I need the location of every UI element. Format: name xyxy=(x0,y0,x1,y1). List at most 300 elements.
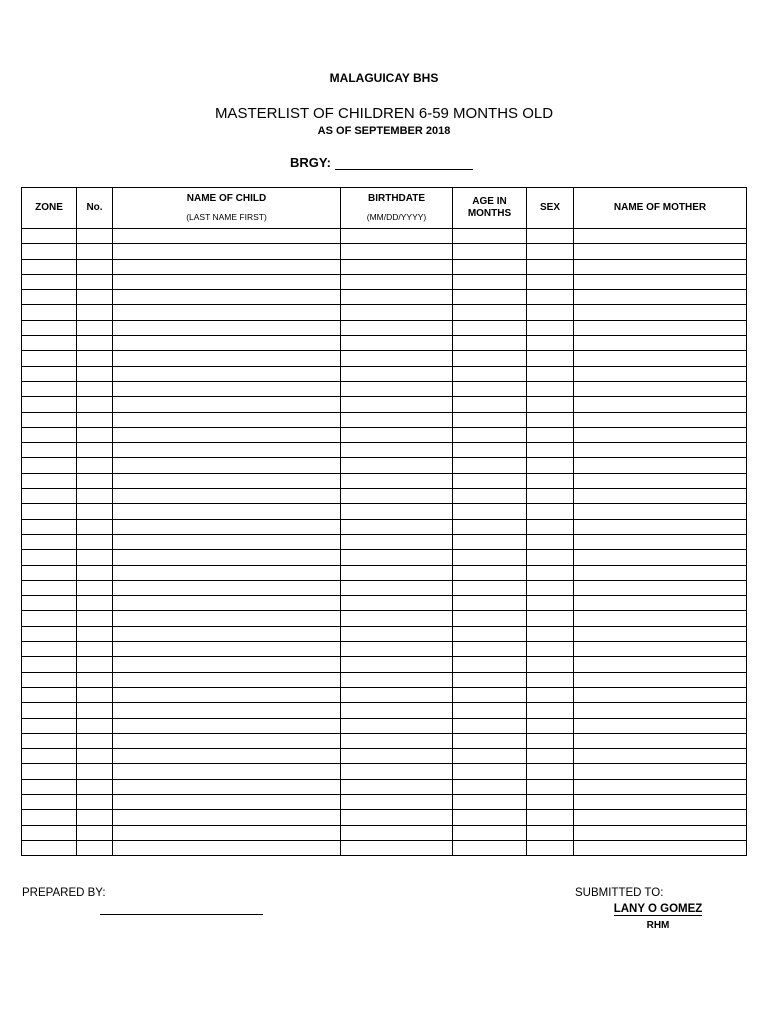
table-cell[interactable] xyxy=(453,534,527,549)
table-cell[interactable] xyxy=(77,458,113,473)
table-cell[interactable] xyxy=(77,443,113,458)
table-cell[interactable] xyxy=(453,381,527,396)
table-cell[interactable] xyxy=(22,825,77,840)
table-cell[interactable] xyxy=(453,504,527,519)
table-cell[interactable] xyxy=(113,596,341,611)
table-cell[interactable] xyxy=(113,794,341,809)
table-cell[interactable] xyxy=(113,336,341,351)
table-cell[interactable] xyxy=(341,779,453,794)
table-cell[interactable] xyxy=(527,366,574,381)
table-cell[interactable] xyxy=(341,718,453,733)
table-cell[interactable] xyxy=(453,274,527,289)
table-cell[interactable] xyxy=(113,703,341,718)
table-cell[interactable] xyxy=(574,504,747,519)
table-cell[interactable] xyxy=(527,351,574,366)
table-cell[interactable] xyxy=(453,351,527,366)
table-cell[interactable] xyxy=(453,672,527,687)
table-cell[interactable] xyxy=(77,672,113,687)
table-cell[interactable] xyxy=(77,244,113,259)
table-cell[interactable] xyxy=(341,703,453,718)
table-cell[interactable] xyxy=(453,397,527,412)
table-cell[interactable] xyxy=(574,794,747,809)
table-cell[interactable] xyxy=(22,840,77,855)
table-cell[interactable] xyxy=(113,290,341,305)
table-cell[interactable] xyxy=(453,657,527,672)
table-cell[interactable] xyxy=(341,381,453,396)
table-cell[interactable] xyxy=(574,244,747,259)
table-cell[interactable] xyxy=(113,825,341,840)
table-cell[interactable] xyxy=(453,320,527,335)
table-cell[interactable] xyxy=(22,642,77,657)
table-cell[interactable] xyxy=(77,336,113,351)
table-cell[interactable] xyxy=(77,351,113,366)
table-cell[interactable] xyxy=(341,305,453,320)
table-cell[interactable] xyxy=(341,397,453,412)
table-cell[interactable] xyxy=(341,336,453,351)
table-cell[interactable] xyxy=(22,458,77,473)
table-cell[interactable] xyxy=(341,749,453,764)
table-cell[interactable] xyxy=(113,351,341,366)
table-cell[interactable] xyxy=(453,412,527,427)
table-cell[interactable] xyxy=(113,381,341,396)
table-cell[interactable] xyxy=(341,550,453,565)
table-cell[interactable] xyxy=(113,764,341,779)
table-cell[interactable] xyxy=(341,244,453,259)
table-cell[interactable] xyxy=(113,580,341,595)
table-cell[interactable] xyxy=(22,305,77,320)
table-cell[interactable] xyxy=(574,642,747,657)
table-cell[interactable] xyxy=(341,810,453,825)
table-cell[interactable] xyxy=(574,489,747,504)
table-cell[interactable] xyxy=(341,642,453,657)
table-cell[interactable] xyxy=(77,703,113,718)
table-cell[interactable] xyxy=(574,825,747,840)
prepared-by-signature-line[interactable] xyxy=(100,914,263,915)
table-cell[interactable] xyxy=(453,580,527,595)
table-cell[interactable] xyxy=(527,320,574,335)
table-cell[interactable] xyxy=(341,458,453,473)
table-cell[interactable] xyxy=(574,366,747,381)
table-cell[interactable] xyxy=(453,305,527,320)
table-cell[interactable] xyxy=(574,657,747,672)
table-cell[interactable] xyxy=(341,274,453,289)
table-cell[interactable] xyxy=(527,290,574,305)
table-cell[interactable] xyxy=(77,366,113,381)
table-cell[interactable] xyxy=(113,749,341,764)
table-cell[interactable] xyxy=(527,764,574,779)
table-cell[interactable] xyxy=(341,565,453,580)
table-cell[interactable] xyxy=(527,504,574,519)
table-cell[interactable] xyxy=(574,550,747,565)
table-cell[interactable] xyxy=(453,810,527,825)
table-cell[interactable] xyxy=(527,810,574,825)
table-cell[interactable] xyxy=(527,565,574,580)
table-cell[interactable] xyxy=(113,244,341,259)
table-cell[interactable] xyxy=(77,290,113,305)
table-cell[interactable] xyxy=(22,550,77,565)
table-cell[interactable] xyxy=(113,657,341,672)
table-row xyxy=(22,565,747,580)
table-cell[interactable] xyxy=(527,489,574,504)
table-cell[interactable] xyxy=(341,290,453,305)
table-cell[interactable] xyxy=(574,290,747,305)
table-cell[interactable] xyxy=(574,626,747,641)
table-cell[interactable] xyxy=(77,412,113,427)
table-cell[interactable] xyxy=(341,473,453,488)
table-cell[interactable] xyxy=(341,672,453,687)
table-cell[interactable] xyxy=(113,672,341,687)
table-cell[interactable] xyxy=(22,244,77,259)
table-cell[interactable] xyxy=(77,381,113,396)
table-cell[interactable] xyxy=(22,703,77,718)
table-row xyxy=(22,672,747,687)
table-cell[interactable] xyxy=(574,473,747,488)
table-cell[interactable] xyxy=(574,336,747,351)
table-cell[interactable] xyxy=(574,274,747,289)
table-cell[interactable] xyxy=(22,749,77,764)
table-cell[interactable] xyxy=(574,779,747,794)
table-cell[interactable] xyxy=(574,381,747,396)
table-cell[interactable] xyxy=(77,749,113,764)
table-cell[interactable] xyxy=(77,565,113,580)
table-cell[interactable] xyxy=(22,489,77,504)
table-cell[interactable] xyxy=(574,427,747,442)
table-cell[interactable] xyxy=(453,703,527,718)
table-cell[interactable] xyxy=(22,810,77,825)
table-row xyxy=(22,657,747,672)
table-cell[interactable] xyxy=(453,366,527,381)
table-cell[interactable] xyxy=(341,259,453,274)
table-cell[interactable] xyxy=(113,427,341,442)
table-cell[interactable] xyxy=(22,534,77,549)
table-cell[interactable] xyxy=(77,550,113,565)
table-cell[interactable] xyxy=(453,642,527,657)
table-cell[interactable] xyxy=(527,412,574,427)
table-cell[interactable] xyxy=(574,534,747,549)
table-cell[interactable] xyxy=(527,473,574,488)
table-cell[interactable] xyxy=(341,733,453,748)
table-cell[interactable] xyxy=(527,703,574,718)
table-cell[interactable] xyxy=(77,840,113,855)
table-cell[interactable] xyxy=(113,259,341,274)
table-cell[interactable] xyxy=(113,626,341,641)
table-cell[interactable] xyxy=(77,687,113,702)
table-cell[interactable] xyxy=(22,794,77,809)
table-cell[interactable] xyxy=(77,718,113,733)
table-cell[interactable] xyxy=(113,397,341,412)
table-cell[interactable] xyxy=(113,642,341,657)
table-cell[interactable] xyxy=(113,458,341,473)
table-cell[interactable] xyxy=(22,779,77,794)
table-cell[interactable] xyxy=(113,733,341,748)
table-cell[interactable] xyxy=(22,290,77,305)
table-cell[interactable] xyxy=(453,596,527,611)
table-cell[interactable] xyxy=(574,259,747,274)
table-cell[interactable] xyxy=(527,779,574,794)
table-cell[interactable] xyxy=(341,626,453,641)
table-cell[interactable] xyxy=(341,611,453,626)
table-cell[interactable] xyxy=(527,611,574,626)
table-cell[interactable] xyxy=(113,840,341,855)
table-cell[interactable] xyxy=(77,274,113,289)
table-cell[interactable] xyxy=(574,596,747,611)
table-cell[interactable] xyxy=(77,596,113,611)
table-cell[interactable] xyxy=(527,825,574,840)
table-cell[interactable] xyxy=(574,397,747,412)
table-cell[interactable] xyxy=(113,489,341,504)
table-cell[interactable] xyxy=(22,764,77,779)
table-cell[interactable] xyxy=(453,718,527,733)
table-cell[interactable] xyxy=(453,687,527,702)
table-cell[interactable] xyxy=(527,657,574,672)
table-cell[interactable] xyxy=(574,749,747,764)
table-cell[interactable] xyxy=(453,565,527,580)
table-cell[interactable] xyxy=(527,305,574,320)
submitted-to-label: SUBMITTED TO: xyxy=(575,887,664,899)
table-cell[interactable] xyxy=(527,733,574,748)
table-cell[interactable] xyxy=(113,565,341,580)
table-cell[interactable] xyxy=(453,611,527,626)
table-cell[interactable] xyxy=(113,366,341,381)
table-cell[interactable] xyxy=(22,320,77,335)
table-row xyxy=(22,443,747,458)
table-cell[interactable] xyxy=(341,840,453,855)
table-cell[interactable] xyxy=(574,519,747,534)
table-cell[interactable] xyxy=(113,274,341,289)
table-cell[interactable] xyxy=(77,810,113,825)
table-cell[interactable] xyxy=(22,672,77,687)
table-cell[interactable] xyxy=(77,397,113,412)
table-cell[interactable] xyxy=(113,320,341,335)
table-cell[interactable] xyxy=(574,611,747,626)
table-cell[interactable] xyxy=(527,550,574,565)
table-cell[interactable] xyxy=(22,259,77,274)
table-cell[interactable] xyxy=(527,687,574,702)
table-cell[interactable] xyxy=(77,642,113,657)
table-cell[interactable] xyxy=(22,611,77,626)
table-cell[interactable] xyxy=(453,749,527,764)
table-cell[interactable] xyxy=(527,519,574,534)
table-cell[interactable] xyxy=(527,458,574,473)
table-cell[interactable] xyxy=(341,366,453,381)
table-cell[interactable] xyxy=(574,320,747,335)
table-cell[interactable] xyxy=(113,412,341,427)
table-cell[interactable] xyxy=(22,397,77,412)
table-cell[interactable] xyxy=(527,642,574,657)
table-cell[interactable] xyxy=(22,657,77,672)
table-cell[interactable] xyxy=(113,443,341,458)
table-cell[interactable] xyxy=(453,733,527,748)
table-cell[interactable] xyxy=(453,825,527,840)
table-cell[interactable] xyxy=(574,305,747,320)
table-cell[interactable] xyxy=(527,580,574,595)
table-cell[interactable] xyxy=(527,397,574,412)
table-cell[interactable] xyxy=(22,351,77,366)
table-cell[interactable] xyxy=(77,626,113,641)
table-cell[interactable] xyxy=(341,764,453,779)
table-cell[interactable] xyxy=(574,565,747,580)
table-row xyxy=(22,749,747,764)
table-cell[interactable] xyxy=(574,703,747,718)
table-cell[interactable] xyxy=(341,504,453,519)
table-cell[interactable] xyxy=(113,519,341,534)
table-cell[interactable] xyxy=(77,794,113,809)
table-cell[interactable] xyxy=(77,427,113,442)
table-row xyxy=(22,580,747,595)
table-cell[interactable] xyxy=(77,534,113,549)
table-cell[interactable] xyxy=(22,336,77,351)
table-cell[interactable] xyxy=(453,840,527,855)
table-cell[interactable] xyxy=(527,794,574,809)
table-cell[interactable] xyxy=(22,427,77,442)
table-cell[interactable] xyxy=(341,320,453,335)
table-cell[interactable] xyxy=(527,718,574,733)
table-cell[interactable] xyxy=(113,718,341,733)
table-cell[interactable] xyxy=(574,687,747,702)
table-cell[interactable] xyxy=(574,443,747,458)
table-cell[interactable] xyxy=(574,580,747,595)
table-cell[interactable] xyxy=(113,305,341,320)
table-cell[interactable] xyxy=(113,611,341,626)
table-cell[interactable] xyxy=(341,534,453,549)
table-cell[interactable] xyxy=(22,596,77,611)
table-cell[interactable] xyxy=(453,626,527,641)
table-cell[interactable] xyxy=(527,596,574,611)
table-cell[interactable] xyxy=(22,718,77,733)
table-cell[interactable] xyxy=(453,427,527,442)
table-cell[interactable] xyxy=(77,473,113,488)
table-cell[interactable] xyxy=(77,580,113,595)
table-cell[interactable] xyxy=(341,351,453,366)
table-cell[interactable] xyxy=(527,626,574,641)
table-cell[interactable] xyxy=(527,672,574,687)
table-cell[interactable] xyxy=(77,305,113,320)
table-cell[interactable] xyxy=(574,229,747,244)
table-cell[interactable] xyxy=(453,229,527,244)
table-cell[interactable] xyxy=(527,229,574,244)
table-cell[interactable] xyxy=(22,733,77,748)
table-cell[interactable] xyxy=(527,259,574,274)
table-cell[interactable] xyxy=(22,443,77,458)
table-cell[interactable] xyxy=(341,657,453,672)
table-cell[interactable] xyxy=(113,687,341,702)
table-cell[interactable] xyxy=(341,519,453,534)
table-cell[interactable] xyxy=(77,657,113,672)
table-cell[interactable] xyxy=(22,580,77,595)
table-cell[interactable] xyxy=(77,611,113,626)
table-cell[interactable] xyxy=(22,519,77,534)
table-cell[interactable] xyxy=(341,825,453,840)
table-cell[interactable] xyxy=(341,443,453,458)
table-row xyxy=(22,764,747,779)
table-cell[interactable] xyxy=(453,519,527,534)
table-cell[interactable] xyxy=(574,412,747,427)
table-cell[interactable] xyxy=(22,229,77,244)
table-cell[interactable] xyxy=(341,687,453,702)
table-cell[interactable] xyxy=(113,504,341,519)
table-cell[interactable] xyxy=(113,810,341,825)
table-cell[interactable] xyxy=(574,733,747,748)
table-cell[interactable] xyxy=(574,458,747,473)
table-cell[interactable] xyxy=(453,473,527,488)
table-row xyxy=(22,489,747,504)
table-cell[interactable] xyxy=(22,274,77,289)
table-row xyxy=(22,290,747,305)
brgy-blank-line[interactable] xyxy=(335,157,473,170)
table-cell[interactable] xyxy=(527,244,574,259)
table-cell[interactable] xyxy=(527,274,574,289)
table-cell[interactable] xyxy=(113,229,341,244)
table-cell[interactable] xyxy=(77,733,113,748)
table-cell[interactable] xyxy=(341,412,453,427)
table-cell[interactable] xyxy=(22,565,77,580)
table-cell[interactable] xyxy=(527,381,574,396)
table-cell[interactable] xyxy=(22,626,77,641)
table-cell[interactable] xyxy=(453,764,527,779)
table-cell[interactable] xyxy=(453,443,527,458)
table-cell[interactable] xyxy=(22,381,77,396)
table-cell[interactable] xyxy=(22,366,77,381)
table-cell[interactable] xyxy=(341,229,453,244)
table-cell[interactable] xyxy=(113,473,341,488)
table-cell[interactable] xyxy=(341,580,453,595)
table-cell[interactable] xyxy=(77,229,113,244)
table-cell[interactable] xyxy=(22,687,77,702)
table-cell[interactable] xyxy=(22,473,77,488)
table-cell[interactable] xyxy=(527,840,574,855)
table-cell[interactable] xyxy=(527,443,574,458)
table-cell[interactable] xyxy=(77,519,113,534)
table-cell[interactable] xyxy=(77,259,113,274)
table-cell[interactable] xyxy=(341,596,453,611)
table-cell[interactable] xyxy=(574,810,747,825)
table-cell[interactable] xyxy=(453,489,527,504)
table-cell[interactable] xyxy=(574,840,747,855)
table-cell[interactable] xyxy=(77,489,113,504)
table-cell[interactable] xyxy=(341,489,453,504)
table-cell[interactable] xyxy=(341,794,453,809)
table-cell[interactable] xyxy=(341,427,453,442)
table-cell[interactable] xyxy=(22,504,77,519)
table-cell[interactable] xyxy=(453,259,527,274)
table-cell[interactable] xyxy=(113,550,341,565)
table-cell[interactable] xyxy=(113,534,341,549)
table-cell[interactable] xyxy=(453,244,527,259)
table-cell[interactable] xyxy=(453,336,527,351)
table-cell[interactable] xyxy=(453,290,527,305)
table-cell[interactable] xyxy=(527,427,574,442)
table-row xyxy=(22,244,747,259)
table-cell[interactable] xyxy=(574,672,747,687)
table-cell[interactable] xyxy=(453,794,527,809)
table-cell[interactable] xyxy=(77,779,113,794)
table-cell[interactable] xyxy=(77,320,113,335)
table-cell[interactable] xyxy=(527,534,574,549)
table-cell[interactable] xyxy=(453,458,527,473)
table-cell[interactable] xyxy=(527,749,574,764)
table-cell[interactable] xyxy=(113,779,341,794)
table-cell[interactable] xyxy=(453,779,527,794)
table-cell[interactable] xyxy=(77,825,113,840)
table-cell[interactable] xyxy=(22,412,77,427)
table-cell[interactable] xyxy=(574,764,747,779)
table-cell[interactable] xyxy=(574,718,747,733)
table-cell[interactable] xyxy=(527,336,574,351)
table-cell[interactable] xyxy=(453,550,527,565)
table-cell[interactable] xyxy=(77,504,113,519)
table-cell[interactable] xyxy=(77,764,113,779)
table-cell[interactable] xyxy=(574,351,747,366)
